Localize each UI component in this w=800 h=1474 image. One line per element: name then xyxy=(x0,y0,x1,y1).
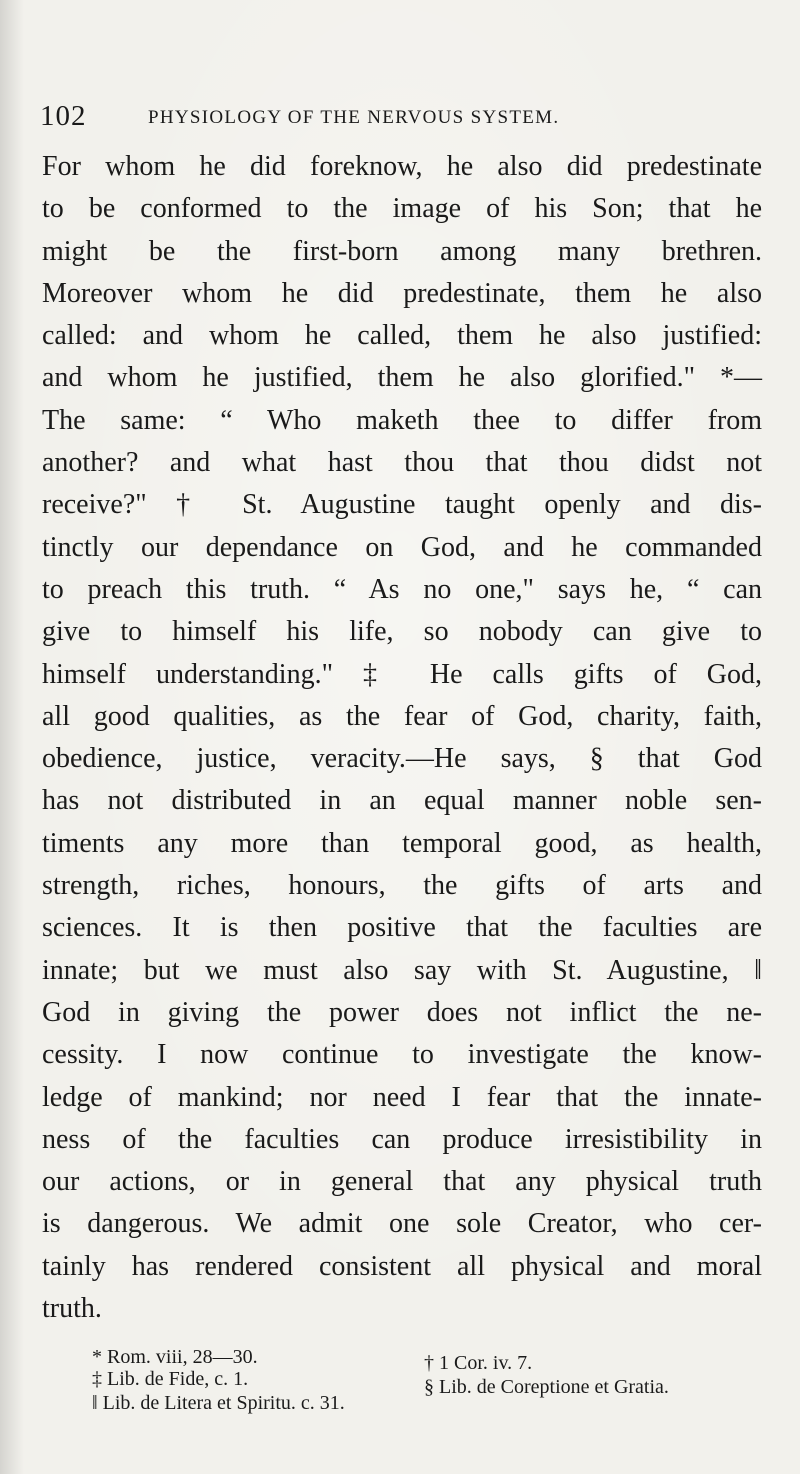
text-line: all good qualities, as the fear of God, charity, faith, xyxy=(42,700,762,732)
page-number: 102 xyxy=(40,100,87,132)
footnote-cor: † 1 Cor. iv. 7. xyxy=(424,1352,533,1374)
text-line: ledge of mankind; nor need I fear that the innate- xyxy=(42,1081,762,1113)
text-line: strength, riches, honours, the gifts of arts and xyxy=(42,870,762,902)
text-line: innate; but we must also say with St. Augustine, ‖ xyxy=(42,954,762,986)
text-line: might be the first-born among many brethren. xyxy=(42,235,762,267)
text-line: timents any more than temporal good, as health, xyxy=(42,827,762,859)
text-line: has not distributed in an equal manner noble sen- xyxy=(42,785,762,817)
running-head: PHYSIOLOGY OF THE NERVOUS SYSTEM. xyxy=(148,107,560,128)
footnote-fide: ‡ Lib. de Fide, c. 1. xyxy=(92,1368,249,1390)
text-line: and whom he justified, them he also glorified." *— xyxy=(42,362,762,394)
text-line: is dangerous. We admit one sole Creator, who cer- xyxy=(42,1208,762,1240)
text-line: receive?" † St. Augustine taught openly and dis- xyxy=(42,489,762,521)
text-line: obedience, justice, veracity.—He says, § that God xyxy=(42,743,762,775)
text-line: tainly has rendered consistent all physical and moral xyxy=(42,1250,762,1282)
footnote-rom: * Rom. viii, 28—30. xyxy=(92,1346,258,1368)
text-line: called: and whom he called, them he also justified: xyxy=(42,320,762,352)
page-gutter-shadow xyxy=(0,0,24,1474)
text-line: himself understanding." ‡ He calls gifts of God, xyxy=(42,658,762,690)
text-line: to be conformed to the image of his Son; that he xyxy=(42,193,762,225)
footnote-litera: ‖ Lib. de Litera et Spiritu. c. 31. xyxy=(92,1392,345,1414)
text-line: God in giving the power does not inflict the ne- xyxy=(42,996,762,1028)
text-line: For whom he did foreknow, he also did predestinate xyxy=(42,151,762,182)
footnote-coreptione: § Lib. de Coreptione et Gratia. xyxy=(424,1376,669,1398)
text-line: cessity. I now continue to investigate the know- xyxy=(42,1039,762,1071)
text-line: sciences. It is then positive that the faculties are xyxy=(42,912,762,944)
text-line: truth. xyxy=(42,1293,102,1325)
text-line: our actions, or in general that any physical truth xyxy=(42,1166,762,1198)
text-line: Moreover whom he did predestinate, them he also xyxy=(42,277,762,309)
text-line: The same: “ Who maketh thee to differ from xyxy=(42,404,762,436)
page-header xyxy=(40,96,760,136)
text-line: ness of the faculties can produce irresistibility in xyxy=(42,1123,762,1155)
text-line: tinctly our dependance on God, and he commanded xyxy=(42,531,762,563)
body-text xyxy=(42,146,762,1330)
text-line: give to himself his life, so nobody can give to xyxy=(42,616,762,648)
text-line: another? and what hast thou that thou didst not xyxy=(42,447,762,479)
text-line: to preach this truth. “ As no one," says he, “ can xyxy=(42,573,762,605)
